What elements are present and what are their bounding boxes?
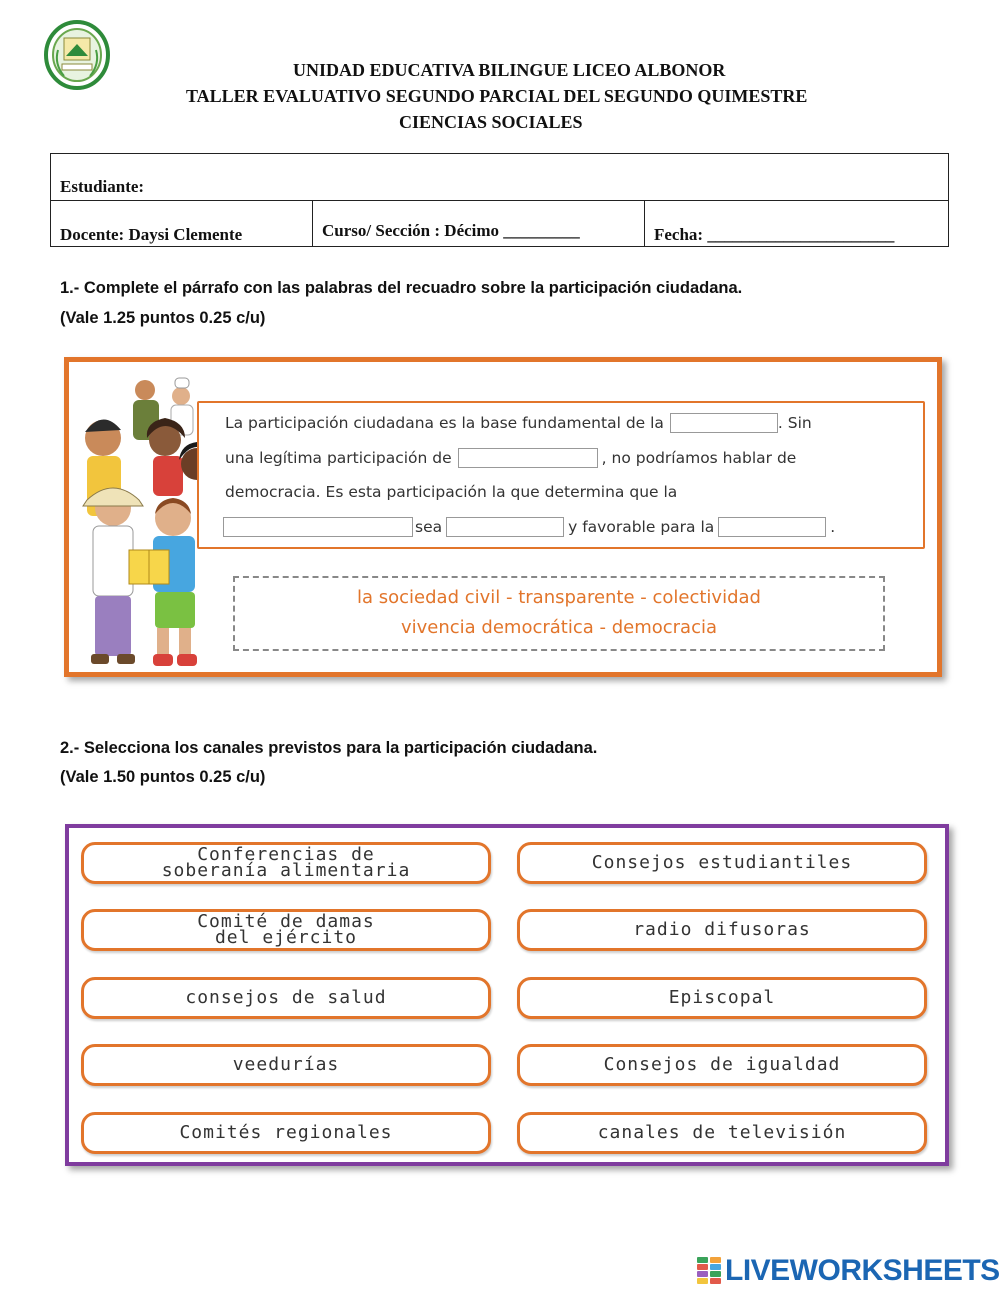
course-label: Curso/ Sección : Décimo _________: [322, 221, 580, 240]
paragraph-text: La participación ciudadana es la base fundamental de la: [225, 414, 664, 432]
option-label: del ejército: [214, 927, 358, 948]
student-row: [51, 154, 948, 201]
option-radio-difusoras[interactable]: [517, 909, 927, 951]
option-label: soberanía alimentaria: [161, 860, 411, 881]
option-label: Comité de damas: [197, 911, 375, 932]
blank-5[interactable]: [718, 517, 826, 537]
question-1-title: 1.- Complete el párrafo con las palabras del recuadro sobre la participación ciudadana.: [60, 279, 743, 297]
school-name: UNIDAD EDUCATIVA BILINGUE LICEO ALBONOR: [293, 60, 726, 80]
option-consejos-igualdad[interactable]: [517, 1044, 927, 1086]
paragraph-box: [197, 401, 925, 549]
date-label: Fecha: ______________________: [654, 225, 895, 244]
option-label: veedurías: [232, 1054, 340, 1075]
option-consejos-estudiantiles[interactable]: [517, 842, 927, 884]
option-label: Consejos de igualdad: [603, 1054, 841, 1075]
option-label: consejos de salud: [185, 987, 387, 1008]
paragraph-text: , no podríamos hablar de: [601, 449, 797, 467]
subject-title: CIENCIAS SOCIALES: [399, 112, 583, 132]
exercise-2-panel: [65, 824, 949, 1166]
option-comites-regionales[interactable]: [81, 1112, 491, 1154]
paragraph-text: y favorable para la: [568, 518, 715, 536]
date-cell: [645, 201, 949, 247]
word-bank-line-1: la sociedad civil - transparente - colectividad: [357, 587, 761, 608]
option-label: Consejos estudiantiles: [591, 852, 853, 873]
paragraph-text: .: [830, 518, 836, 536]
option-comite-damas[interactable]: [81, 909, 491, 951]
paragraph-text: sea: [415, 518, 443, 536]
liveworksheets-brand: [697, 1254, 1000, 1288]
exercise-1-panel: [64, 357, 942, 677]
teacher-cell: [51, 201, 313, 247]
option-label: Episcopal: [668, 987, 776, 1008]
question-1-value: (Vale 1.25 puntos 0.25 c/u): [60, 309, 266, 327]
option-label: Conferencias de: [197, 844, 375, 865]
option-label: radio difusoras: [633, 919, 811, 940]
course-cell: [313, 201, 645, 247]
option-episcopal[interactable]: [517, 977, 927, 1019]
option-veedurias[interactable]: [81, 1044, 491, 1086]
paragraph-line-4: [223, 517, 835, 537]
blank-2[interactable]: [458, 448, 598, 468]
paragraph-line-1: [225, 413, 812, 433]
question-2-title: 2.- Selecciona los canales previstos para la participación ciudadana.: [60, 739, 598, 757]
option-canales-television[interactable]: [517, 1112, 927, 1154]
student-info-table: [50, 153, 949, 247]
word-bank-line-2: vivencia democrática - democracia: [400, 617, 718, 638]
paragraph-line-2: [225, 448, 796, 468]
paragraph-text: democracia. Es esta participación la que determina que la: [225, 483, 678, 501]
blank-4[interactable]: [446, 517, 564, 537]
paragraph-line-3: [225, 483, 677, 501]
option-conferencias[interactable]: [81, 842, 491, 884]
liveworksheets-logo-icon: [697, 1257, 721, 1285]
student-label: Estudiante:: [60, 177, 145, 196]
paragraph-text: . Sin: [777, 414, 812, 432]
liveworksheets-wordmark: LIVEWORKSHEETS: [725, 1254, 1000, 1287]
blank-3[interactable]: [223, 517, 413, 537]
teacher-label: Docente: Daysi Clemente: [60, 225, 243, 244]
option-label: canales de televisión: [597, 1122, 847, 1143]
option-consejos-salud[interactable]: [81, 977, 491, 1019]
school-seal-logo: [44, 20, 110, 90]
option-label: Comités regionales: [179, 1122, 393, 1143]
word-bank: [233, 576, 885, 651]
paragraph-text: una legítima participación de: [225, 449, 452, 467]
assessment-title: TALLER EVALUATIVO SEGUNDO PARCIAL DEL SEGUNDO QUIMESTRE: [186, 86, 808, 106]
blank-1[interactable]: [670, 413, 778, 433]
question-2-value: (Vale 1.50 puntos 0.25 c/u): [60, 768, 266, 786]
